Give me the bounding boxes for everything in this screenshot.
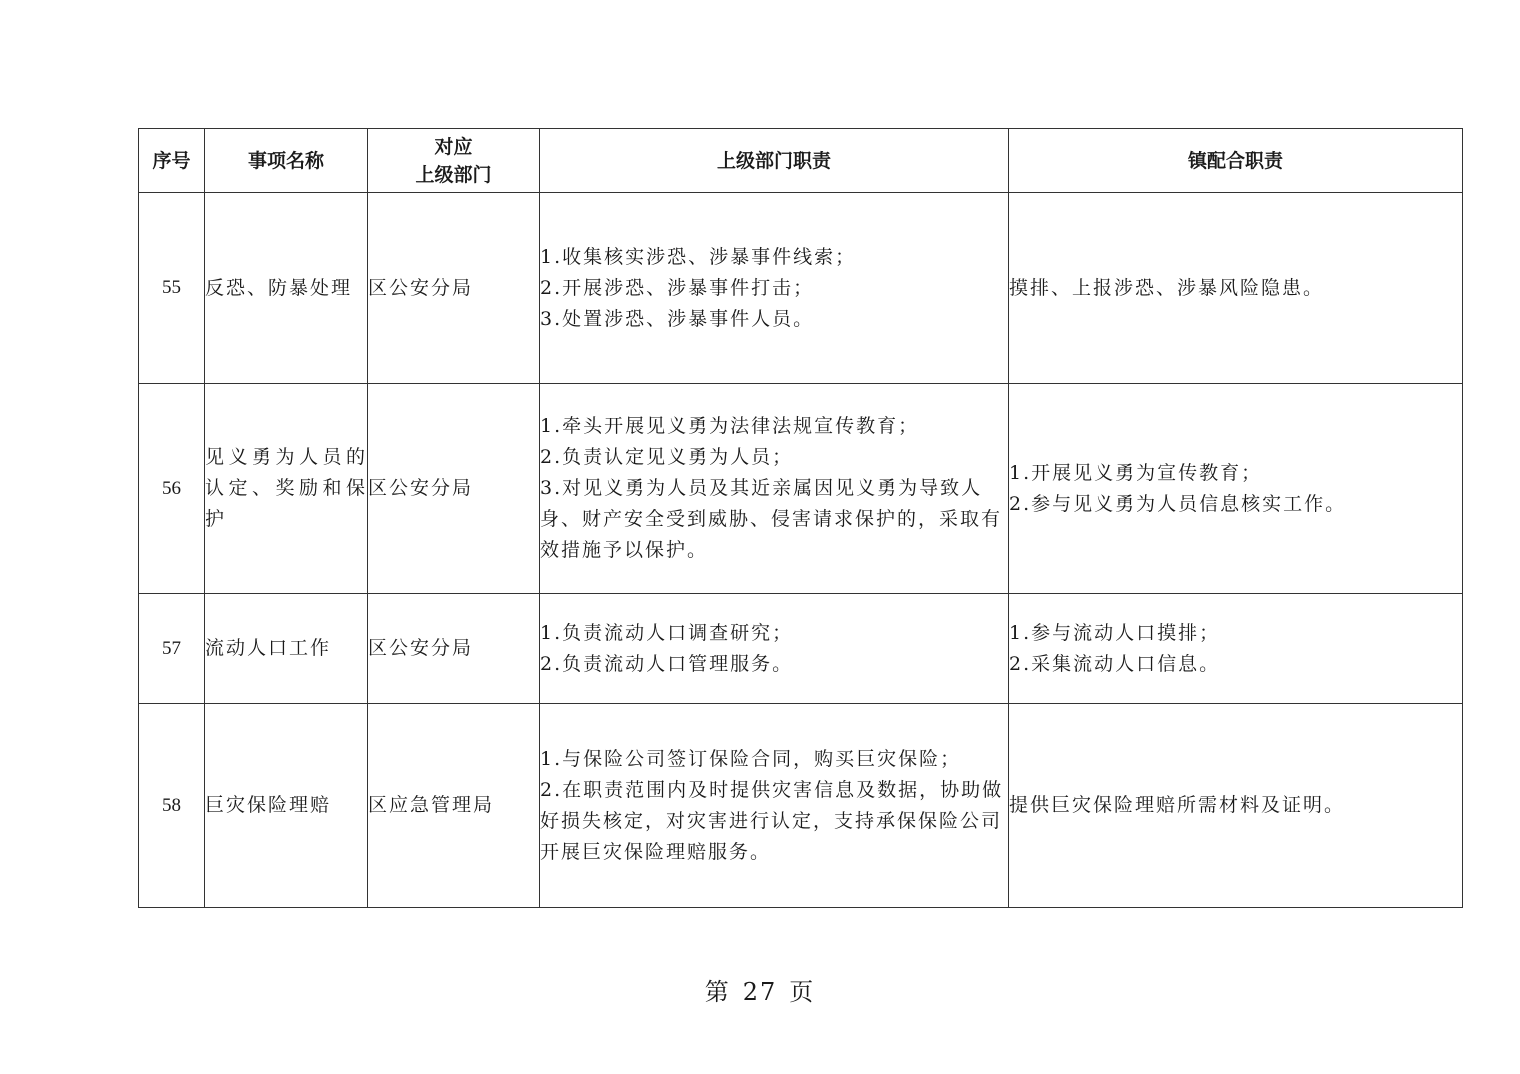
header-dept-line1: 对应 <box>434 135 473 158</box>
duty-line: 提供巨灾保险理赔所需材料及证明。 <box>1009 794 1346 816</box>
page-number: 27 <box>742 978 778 1006</box>
row-upper-duty <box>540 384 1009 594</box>
duty-table <box>138 128 1463 908</box>
row-upper-duty <box>540 193 1009 384</box>
header-dept-line2: 上级部门 <box>415 163 492 186</box>
row-seq: 55 <box>139 193 205 384</box>
row-item-name: 见义勇为人员的认定、奖励和保护 <box>205 384 368 594</box>
duty-line: 2.参与见义勇为人员信息核实工作。 <box>1009 492 1347 515</box>
header-seq: 序号 <box>139 129 205 193</box>
row-upper-duty <box>540 594 1009 704</box>
row-seq: 57 <box>139 594 205 704</box>
row-item-name: 流动人口工作 <box>205 594 368 704</box>
row-seq: 58 <box>139 704 205 908</box>
row-town-duty <box>1009 594 1463 704</box>
duty-line: 2.开展涉恐、涉暴事件打击； <box>540 276 815 299</box>
row-town-duty <box>1009 384 1463 594</box>
duty-line: 3.处置涉恐、涉暴事件人员。 <box>540 307 815 330</box>
duty-line: 2.在职责范围内及时提供灾害信息及数据，协助做好损失核定，对灾害进行认定，支持承保保险公司开展巨灾保险理赔服务。 <box>540 778 1004 863</box>
header-item: 事项名称 <box>205 129 368 193</box>
duty-line: 3.对见义勇为人员及其近亲属因见义勇为导致人身、财产安全受到威胁、侵害请求保护的，采取有效措施予以保护。 <box>540 477 1003 561</box>
row-dept: 区公安分局 <box>368 594 540 704</box>
row-dept: 区公安分局 <box>368 384 540 594</box>
duty-line: 1.牵头开展见义勇为法律法规宣传教育； <box>540 415 920 437</box>
header-upper-duty: 上级部门职责 <box>540 129 1009 193</box>
row-town-duty <box>1009 704 1463 908</box>
row-dept: 区公安分局 <box>368 193 540 384</box>
duty-line: 2.负责流动人口管理服务。 <box>540 652 794 675</box>
header-dept <box>368 129 540 193</box>
page-number-suffix: 页 <box>789 978 816 1006</box>
row-upper-duty <box>540 704 1009 908</box>
table-row <box>139 594 1463 704</box>
row-town-duty <box>1009 193 1463 384</box>
header-row <box>139 129 1463 193</box>
duty-line: 1.与保险公司签订保险合同，购买巨灾保险； <box>540 747 962 770</box>
page-footer <box>0 972 1520 1007</box>
duty-line: 1.开展见义勇为宣传教育； <box>1009 461 1263 484</box>
duty-line: 2.负责认定见义勇为人员； <box>540 446 794 468</box>
table-row <box>139 193 1463 384</box>
duty-line: 1.负责流动人口调查研究； <box>540 621 794 644</box>
duty-line: 1.收集核实涉恐、涉暴事件线索； <box>540 245 857 268</box>
table-row <box>139 384 1463 594</box>
row-item-name: 反恐、防暴处理 <box>205 193 368 384</box>
duty-line: 2.采集流动人口信息。 <box>1009 652 1221 675</box>
page-number-prefix: 第 <box>704 978 731 1006</box>
header-town-duty: 镇配合职责 <box>1009 129 1463 193</box>
row-seq: 56 <box>139 384 205 594</box>
table-row <box>139 704 1463 908</box>
duty-line: 摸排、上报涉恐、涉暴风险隐患。 <box>1009 276 1325 299</box>
row-item-name: 巨灾保险理赔 <box>205 704 368 908</box>
duty-line: 1.参与流动人口摸排； <box>1009 621 1221 644</box>
row-dept: 区应急管理局 <box>368 704 540 908</box>
